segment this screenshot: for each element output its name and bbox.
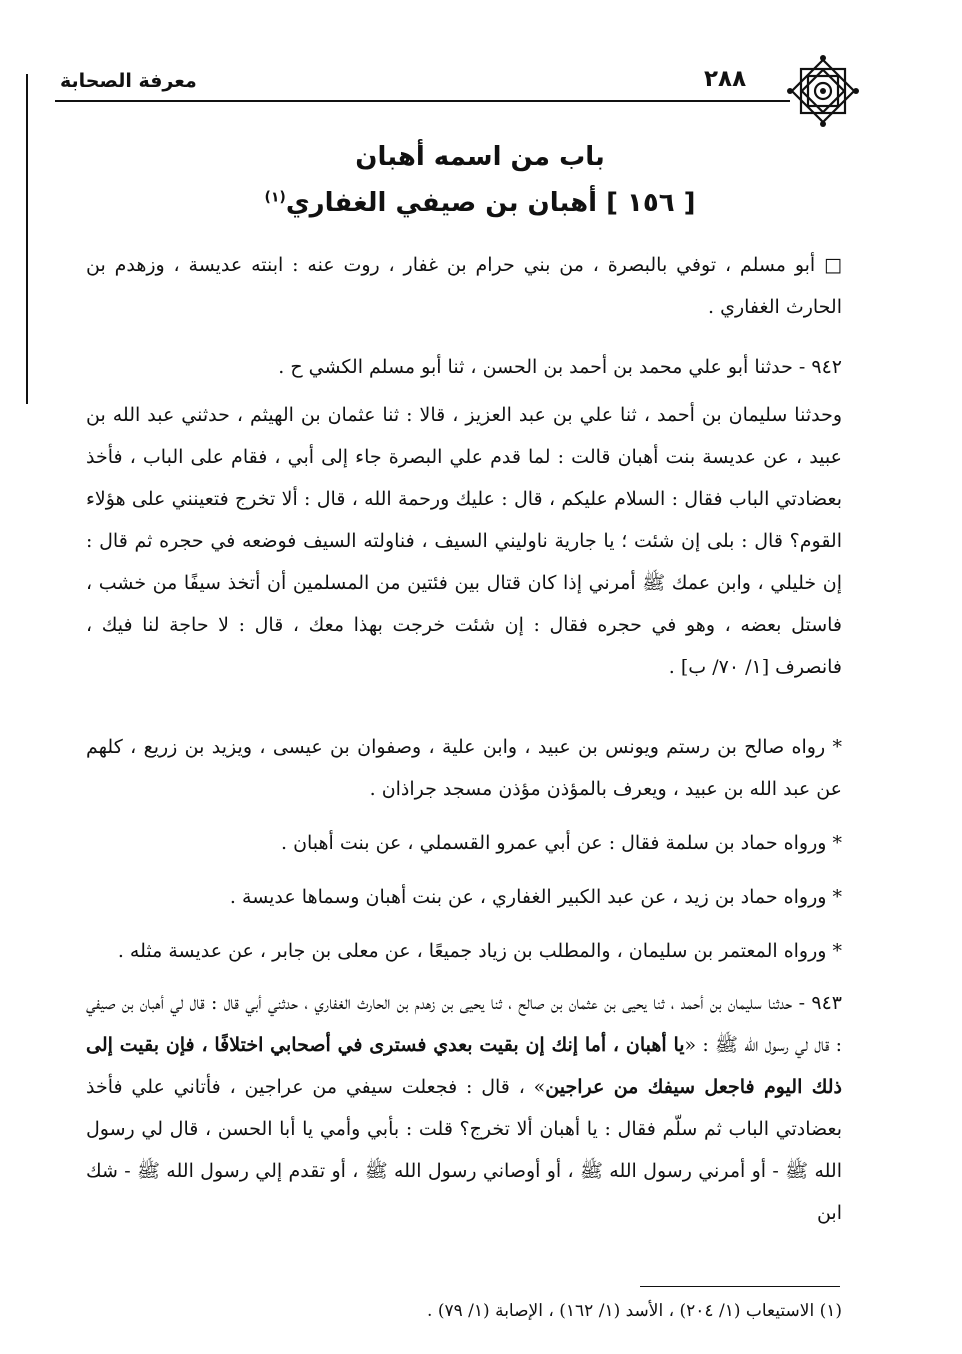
hadith-943-matn: يا أهبان ، أما إنك إن بقيت بعدي فسترى في أصحابي اختلافًا ، فإن بقيت إلى ذلك اليوم فاجعل سيفك من عراجين bbox=[86, 1034, 842, 1098]
paragraph-riwaya-1: * رواه صالح بن رستم ويونس بن عبيد ، وابن علية ، وصفوان بن عيسى ، ويزيد بن زريع ، كلهم عن عبد الله بن عبيد ، ويعرف بالمؤذن مؤذن مسجد جراذان . bbox=[86, 736, 842, 800]
header-rule bbox=[55, 100, 790, 102]
paragraph-hadith-942-text: وحدثنا سليمان بن أحمد ، ثنا علي بن عبد العزيز ، قالا : ثنا عثمان بن الهيثم ، حدثني عبد الله بن عبيد ، عن عديسة بنت أهبان قالت : لما قدم علي البصرة جاء إلى أبي ، فقام على الباب ، فأخذ بعضادتي الباب فقال : السلام عليكم ، قال : عليك ورحمة الله ، قال : ألا تخرج فتعينني على هؤلاء القوم؟ قال : بلى إن شئت ؛ يا جارية ناوليني السيف ، فناولته السيف فوضعه في حجره ثم قال : إن خليلي ، وابن عمك ﷺ أمرني إذا كان قتال بين فئتين من المسلمين أن أتخذ سيفًا من خشب ، فاستل بعضه ، وهو في حجره فقال : إن شئت خرجت بهذا معك ، قال : لا حاجة لنا فيك ، فانصرف [١/ ٧٠/ ب] . bbox=[86, 404, 842, 678]
paragraph-intro: □ أبو مسلم ، توفي بالبصرة ، من بني حرام بن غفار ، روت عنه : ابنته عديسة ، وزهدم بن الحارث الغفاري . bbox=[86, 254, 842, 318]
hadith-943-isnad: ٩٤٣ - حدثنا سليمان بن أحمد ، ثنا يحيى بن عثمان بن صالح ، ثنا يحيى بن زهدم بن الحارث الغفاري ، حدثني أبي قال : قال لي أهبان بن صيفي : قال لي رسول الله ﷺ : « bbox=[86, 992, 842, 1056]
page-number: ٢٨٨ bbox=[704, 66, 747, 92]
footnote: (١) الاستيعاب (١/ ٢٠٤) ، الأسد (١/ ١٦٢) ، الإصابة (١/ ٧٩) . bbox=[427, 1301, 842, 1321]
paragraph-riwaya-3: * ورواه حماد بن زيد ، عن عبد الكبير الغفاري ، عن بنت أهبان وسماها عديسة . bbox=[229, 886, 842, 908]
margin-bar bbox=[26, 74, 28, 404]
star-ornament-icon bbox=[784, 52, 862, 130]
entry-title bbox=[90, 188, 870, 218]
paragraph-hadith-943 bbox=[86, 982, 842, 1234]
paragraph-hadith-942: ٩٤٢ - حدثنا أبو علي محمد بن أحمد بن الحسن ، ثنا أبو مسلم الكشي ح . bbox=[278, 356, 842, 378]
hadith-943-continuation: » ، قال : فجعلت سيفي من عراجين ، فأتاني علي فأخذ بعضادتي الباب ثم سلّم فقال : يا أهبان ألا تخرج؟ قلت : بأبي وأمي يا أبا الحسن ، قال لي رسول الله ﷺ - أو أمرني رسول الله ﷺ ، أو أوصاني رسول الله ﷺ ، أو تقدم إلي رسول الله ﷺ - شك ابن bbox=[86, 1076, 842, 1224]
paragraph-riwaya-4: * ورواه المعتمر بن سليمان ، والمطلب بن زياد جميعًا ، عن معلى بن جابر ، عن عديسة مثله . bbox=[117, 940, 842, 962]
footnote-rule bbox=[640, 1286, 840, 1287]
entry-title-text: [ ١٥٦ ] أهبان بن صيفي الغفاري bbox=[285, 188, 696, 218]
chapter-title: باب من اسمه أهبان bbox=[355, 142, 605, 172]
running-title: معرفة الصحابة bbox=[60, 70, 197, 92]
footnote-ref: (١) bbox=[264, 189, 286, 206]
paragraph-riwaya-2: * ورواه حماد بن سلمة فقال : عن أبي عمرو القسملي ، عن بنت أهبان . bbox=[280, 832, 842, 854]
